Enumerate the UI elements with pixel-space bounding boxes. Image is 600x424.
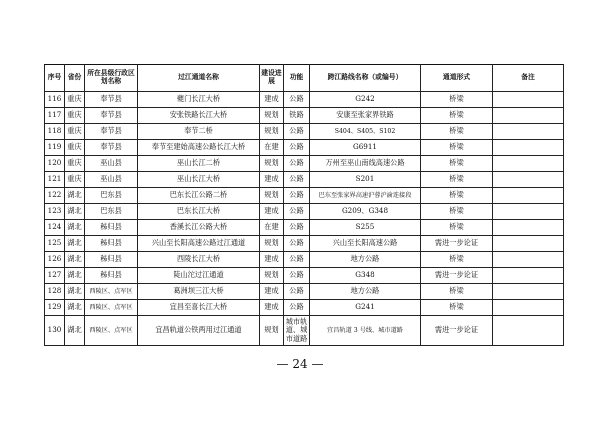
cell-route: G241 xyxy=(310,300,421,316)
header-county: 所在县级行政区划名称 xyxy=(85,65,138,92)
cell-route: S404、S405、S102 xyxy=(310,124,421,140)
cell-route: 巴东至张家界高速沪蓉沪渝连接段 xyxy=(310,188,421,204)
cell-status: 规划 xyxy=(260,236,284,252)
cell-province: 湖北 xyxy=(65,236,85,252)
cell-form: 桥梁 xyxy=(421,124,493,140)
cell-crossing: 夔门长江大桥 xyxy=(138,92,260,108)
cell-province: 重庆 xyxy=(65,172,85,188)
cell-route: G348 xyxy=(310,268,421,284)
cell-province: 重庆 xyxy=(65,92,85,108)
cell-function: 公路 xyxy=(284,284,310,300)
cell-province: 重庆 xyxy=(65,108,85,124)
table-row xyxy=(45,316,564,346)
cell-county: 奉节县 xyxy=(85,92,138,108)
cell-province: 湖北 xyxy=(65,188,85,204)
cell-county: 西陵区、点军区 xyxy=(85,284,138,300)
cell-form: 桥梁 xyxy=(421,252,493,268)
cell-county: 秭归县 xyxy=(85,268,138,284)
cell-route: 地方公路 xyxy=(310,252,421,268)
cell-remark xyxy=(493,140,564,156)
cell-form: 桥梁 xyxy=(421,92,493,108)
cell-crossing: 香溪长江公路大桥 xyxy=(138,220,260,236)
cell-status: 规划 xyxy=(260,268,284,284)
cell-form: 需进一步论证 xyxy=(421,316,493,346)
cell-province: 重庆 xyxy=(65,124,85,140)
cell-province: 湖北 xyxy=(65,316,85,346)
cell-county: 奉节县 xyxy=(85,140,138,156)
cell-route: 万州至巫山南线高速公路 xyxy=(310,156,421,172)
cell-function: 公路 xyxy=(284,156,310,172)
cell-function: 公路 xyxy=(284,204,310,220)
cell-crossing: 宜昌至喜长江大桥 xyxy=(138,300,260,316)
cell-function: 城市轨道、城市道路 xyxy=(284,316,310,346)
cell-crossing: 兴山至长阳高速公路过江通道 xyxy=(138,236,260,252)
cell-crossing: 巫山长江大桥 xyxy=(138,172,260,188)
cell-remark xyxy=(493,220,564,236)
cell-status: 规划 xyxy=(260,124,284,140)
cell-crossing: 巴东长江公路二桥 xyxy=(138,188,260,204)
cell-county: 巫山县 xyxy=(85,172,138,188)
cell-form: 桥梁 xyxy=(421,156,493,172)
cell-crossing: 奉节至建始高速公路长江大桥 xyxy=(138,140,260,156)
header-row xyxy=(45,65,564,92)
cell-crossing: 宜昌轨道公铁两用过江通道 xyxy=(138,316,260,346)
cell-remark xyxy=(493,236,564,252)
table-row xyxy=(45,188,564,204)
cell-status: 建成 xyxy=(260,252,284,268)
cell-form: 桥梁 xyxy=(421,220,493,236)
header-form: 通道形式 xyxy=(421,65,493,92)
table-row xyxy=(45,92,564,108)
cell-remark xyxy=(493,124,564,140)
cell-county: 秭归县 xyxy=(85,220,138,236)
cell-route: 兴山至长阳高速公路 xyxy=(310,236,421,252)
cell-route: S201 xyxy=(310,172,421,188)
cell-seq: 118 xyxy=(45,124,65,140)
cell-county: 巴东县 xyxy=(85,204,138,220)
cell-route: G6911 xyxy=(310,140,421,156)
cell-province: 湖北 xyxy=(65,268,85,284)
cell-seq: 128 xyxy=(45,284,65,300)
cell-form: 需进一步论证 xyxy=(421,268,493,284)
cell-county: 奉节县 xyxy=(85,124,138,140)
table-row xyxy=(45,220,564,236)
table-row xyxy=(45,236,564,252)
cell-function: 公路 xyxy=(284,172,310,188)
cell-remark xyxy=(493,284,564,300)
cell-seq: 117 xyxy=(45,108,65,124)
cell-form: 桥梁 xyxy=(421,300,493,316)
cell-county: 西陵区、点军区 xyxy=(85,316,138,346)
cell-function: 公路 xyxy=(284,140,310,156)
cell-seq: 124 xyxy=(45,220,65,236)
cell-remark xyxy=(493,316,564,346)
cell-function: 铁路 xyxy=(284,108,310,124)
cell-remark xyxy=(493,300,564,316)
table-row xyxy=(45,268,564,284)
cell-status: 建成 xyxy=(260,300,284,316)
cell-status: 建成 xyxy=(260,92,284,108)
cell-status: 在建 xyxy=(260,220,284,236)
cell-function: 公路 xyxy=(284,220,310,236)
cell-province: 湖北 xyxy=(65,204,85,220)
table-row xyxy=(45,124,564,140)
table-row xyxy=(45,284,564,300)
cell-crossing: 西陵长江大桥 xyxy=(138,252,260,268)
cell-remark xyxy=(493,268,564,284)
cell-crossing: 巴东长江大桥 xyxy=(138,204,260,220)
header-route: 跨江路线名称（或编号） xyxy=(310,65,421,92)
cell-seq: 127 xyxy=(45,268,65,284)
cell-province: 湖北 xyxy=(65,284,85,300)
cell-status: 规划 xyxy=(260,108,284,124)
cell-seq: 123 xyxy=(45,204,65,220)
cell-function: 公路 xyxy=(284,188,310,204)
cell-province: 重庆 xyxy=(65,140,85,156)
table-row xyxy=(45,300,564,316)
header-seq: 序号 xyxy=(45,65,65,92)
cell-remark xyxy=(493,204,564,220)
cell-form: 桥梁 xyxy=(421,204,493,220)
cell-form: 桥梁 xyxy=(421,140,493,156)
cell-remark xyxy=(493,252,564,268)
cell-function: 公路 xyxy=(284,300,310,316)
cell-route: S255 xyxy=(310,220,421,236)
table-row xyxy=(45,108,564,124)
cell-county: 西陵区、点军区 xyxy=(85,300,138,316)
cell-seq: 125 xyxy=(45,236,65,252)
cell-route: G209、G348 xyxy=(310,204,421,220)
header-function: 功能 xyxy=(284,65,310,92)
cell-county: 巴东县 xyxy=(85,188,138,204)
cell-seq: 121 xyxy=(45,172,65,188)
cell-status: 建成 xyxy=(260,284,284,300)
cell-crossing: 安张铁路长江大桥 xyxy=(138,108,260,124)
cell-seq: 116 xyxy=(45,92,65,108)
cell-seq: 126 xyxy=(45,252,65,268)
cell-county: 奉节县 xyxy=(85,108,138,124)
cell-seq: 119 xyxy=(45,140,65,156)
cell-status: 规划 xyxy=(260,188,284,204)
table-row xyxy=(45,172,564,188)
cell-function: 公路 xyxy=(284,92,310,108)
cell-status: 建成 xyxy=(260,204,284,220)
cell-route: 宜昌轨道 3 号线、城市道路 xyxy=(310,316,421,346)
header-crossing: 过江通道名称 xyxy=(138,65,260,92)
cell-seq: 130 xyxy=(45,316,65,346)
cell-province: 湖北 xyxy=(65,220,85,236)
cell-function: 公路 xyxy=(284,268,310,284)
cell-route: 地方公路 xyxy=(310,284,421,300)
cell-crossing: 陡山沱过江通道 xyxy=(138,268,260,284)
table-row xyxy=(45,252,564,268)
cell-province: 湖北 xyxy=(65,300,85,316)
cell-form: 桥梁 xyxy=(421,172,493,188)
cell-county: 秭归县 xyxy=(85,252,138,268)
cell-seq: 129 xyxy=(45,300,65,316)
cell-crossing: 奉节二桥 xyxy=(138,124,260,140)
cell-county: 巫山县 xyxy=(85,156,138,172)
cell-remark xyxy=(493,108,564,124)
header-province: 省份 xyxy=(65,65,85,92)
cell-form: 桥梁 xyxy=(421,188,493,204)
table-row xyxy=(45,204,564,220)
cell-seq: 120 xyxy=(45,156,65,172)
cell-route: 安康至张家界铁路 xyxy=(310,108,421,124)
cell-crossing: 葛洲坝三江大桥 xyxy=(138,284,260,300)
cell-province: 湖北 xyxy=(65,252,85,268)
table-row xyxy=(45,156,564,172)
cell-seq: 122 xyxy=(45,188,65,204)
cell-form: 桥梁 xyxy=(421,284,493,300)
cell-function: 公路 xyxy=(284,252,310,268)
cell-status: 规划 xyxy=(260,156,284,172)
cell-crossing: 巫山长江二桥 xyxy=(138,156,260,172)
cell-province: 重庆 xyxy=(65,156,85,172)
cell-status: 在建 xyxy=(260,140,284,156)
cell-remark xyxy=(493,156,564,172)
cell-remark xyxy=(493,188,564,204)
cell-county: 秭归县 xyxy=(85,236,138,252)
table-row xyxy=(45,140,564,156)
cell-remark xyxy=(493,92,564,108)
cell-remark xyxy=(493,172,564,188)
cell-route: G242 xyxy=(310,92,421,108)
cell-status: 建成 xyxy=(260,172,284,188)
cell-function: 公路 xyxy=(284,124,310,140)
cell-form: 桥梁 xyxy=(421,108,493,124)
cell-form: 需进一步论证 xyxy=(421,236,493,252)
page-number: — 24 — xyxy=(276,357,324,371)
cell-function: 公路 xyxy=(284,236,310,252)
river-crossing-table xyxy=(44,64,564,346)
table-body xyxy=(45,92,564,346)
cell-status: 规划 xyxy=(260,316,284,346)
header-remark: 备注 xyxy=(493,65,564,92)
header-status: 建设进展 xyxy=(260,65,284,92)
